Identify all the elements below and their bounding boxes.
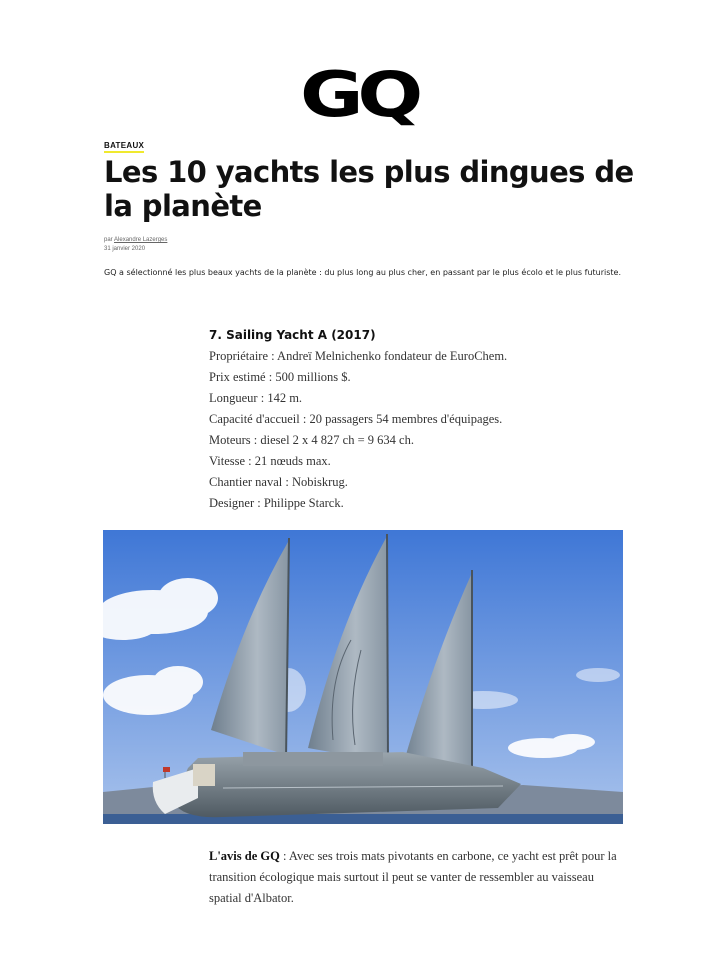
spec-shipyard: Chantier naval : Nobiskrug. bbox=[209, 475, 348, 489]
spec-list bbox=[209, 346, 507, 514]
publish-date: 31 janvier 2020 bbox=[104, 246, 146, 252]
spec-speed: Vitesse : 21 nœuds max. bbox=[209, 454, 331, 468]
review-lead: L'avis de GQ bbox=[209, 849, 280, 863]
article-intro: GQ a sélectionné les plus beaux yachts de la planète : du plus long au plus cher, en passant par le plus écolo et le plus futuriste. bbox=[104, 268, 622, 277]
spec-length: Longueur : 142 m. bbox=[209, 391, 303, 405]
spec-engines: Moteurs : diesel 2 x 4 827 ch = 9 634 ch. bbox=[209, 433, 414, 447]
byline-prefix: par bbox=[104, 237, 113, 243]
gq-logo[interactable]: GQ bbox=[300, 58, 418, 131]
author-link[interactable]: Alexandre Lazerges bbox=[114, 237, 168, 243]
gq-review bbox=[209, 846, 629, 909]
spec-designer: Designer : Philippe Starck. bbox=[209, 496, 344, 510]
entry-title: 7. Sailing Yacht A (2017) bbox=[209, 328, 376, 342]
review-text: : Avec ses trois mats pivotants en carbone, ce yacht est prêt pour la transition écologique mais surtout il peut se vanter de ressembler au vaisseau spatial d'Albator. bbox=[209, 849, 617, 905]
spec-price: Prix estimé : 500 millions $. bbox=[209, 370, 351, 384]
yacht-photo bbox=[103, 530, 623, 824]
sea bbox=[103, 814, 623, 824]
byline bbox=[104, 236, 167, 254]
article-title: Les 10 yachts les plus dingues de la planète bbox=[104, 155, 634, 223]
spec-capacity: Capacité d'accueil : 20 passagers 54 membres d'équipages. bbox=[209, 412, 503, 426]
yacht-illustration bbox=[103, 530, 623, 824]
category-tag[interactable]: BATEAUX bbox=[104, 141, 144, 153]
spec-owner: Propriétaire : Andreï Melnichenko fondateur de EuroChem. bbox=[209, 349, 508, 363]
